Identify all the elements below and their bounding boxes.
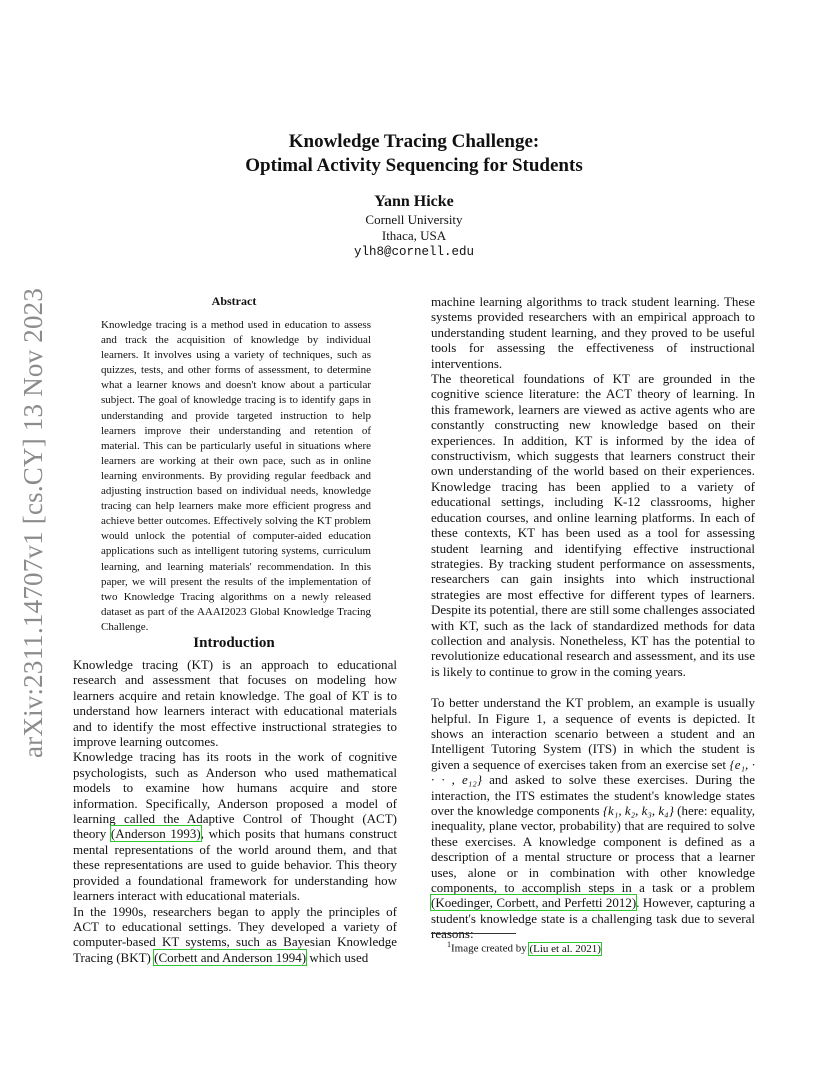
intro-paragraph-2-text-a: Knowledge tracing has its roots in the work of cognitive psychologists, such as Anderson who used mathematical models to examine how humans acquire and store information. Specifically, Anderson proposed a model of learning called the Adaptive Control of Thought (ACT) theory bbox=[73, 749, 397, 842]
author-name: Yann Hicke bbox=[374, 193, 454, 210]
abstract-text: Knowledge tracing is a method used in education to assess and track the acquisition of knowledge by individual learners. It involves using a variety of techniques, such as quizzes, tests, and other forms of assessment, to determine what a learner knows and doesn't know about a particular subject. The goal of knowledge tracing is to identify gaps in understanding and provide targeted instruction to help learners improve their understanding and retention of material. This can be particularly useful in situations where learners are working at their own pace, such as in online learning environments. By providing regular feedback and adjusting instruction based on individual needs, knowledge tracing can help learners make more efficient progress and achieve better outcomes. Effectively solving the KT problem would unlock the potential of computer-aided education applications such as intelligent tutoring systems, curriculum learning, and learning materials' recommendation. In this paper, we will present the results of the implementation of two Knowledge Tracing algorithms on a newly released dataset as part of the AAAI2023 Global Knowledge Tracing Challenge. bbox=[101, 319, 371, 633]
right-paragraph-3-text-b: and asked to solve these exercises. During the interaction, the ITS estimates the student's knowledge states over the knowledge components bbox=[431, 772, 755, 818]
footnote-rule bbox=[431, 933, 516, 934]
abstract-heading: Abstract bbox=[211, 294, 257, 308]
author-location: Ithaca, USA bbox=[381, 228, 447, 243]
knowledge-components-math: {k₁, k₂, k₃, k₄} bbox=[602, 803, 674, 818]
citation-corbett-anderson-1994[interactable]: (Corbett and Anderson 1994) bbox=[154, 949, 307, 965]
arxiv-identifier: arXiv:2311.14707v1 [cs.CY] 13 Nov 2023 bbox=[18, 287, 48, 758]
right-paragraph-3 bbox=[431, 695, 755, 942]
paper-title bbox=[0, 130, 828, 178]
intro-paragraph-3 bbox=[73, 904, 397, 966]
citation-koedinger-2012[interactable]: (Koedinger, Corbett, and Perfetti 2012) bbox=[431, 895, 637, 911]
citation-anderson-1993[interactable]: (Anderson 1993) bbox=[110, 826, 201, 842]
author-block bbox=[0, 192, 828, 260]
paragraph-spacer bbox=[431, 679, 755, 695]
right-paragraph-2: The theoretical foundations of KT are grounded in the cognitive science literature: the ACT theory of learning. In this framework, learners are viewed as active agents who are constantly constructing new knowledge based on their experiences. In addition, KT is informed by the idea of constructivism, which suggests that learners construct their own understanding of the world based on their experiences. Knowledge tracing has been applied to a variety of educational settings, including K-12 classrooms, higher education courses, and online learning platforms. In each of these contexts, KT has been used as a tool for assessing student learning and identifying effective instructional strategies. By tracking student performance on assessments, researchers can gain insights into which instructional strategies are most effective for different types of learners. Despite its potential, there are still some challenges associated with KT, such as the lack of standardized methods for data collection and analysis. Nonetheless, KT has the potential to revolutionize educational research and assessment, and its use is likely to continue to grow in the coming years. bbox=[431, 371, 755, 679]
citation-liu-2021[interactable]: (Liu et al. 2021) bbox=[529, 942, 601, 955]
author-affiliation: Cornell University bbox=[365, 212, 463, 227]
left-column-body bbox=[73, 657, 397, 965]
footnote bbox=[447, 938, 601, 956]
title-line-2: Optimal Activity Sequencing for Students bbox=[245, 155, 583, 176]
introduction-heading: Introduction bbox=[193, 635, 275, 651]
intro-paragraph-1: Knowledge tracing (KT) is an approach to educational research and assessment that focuses on modeling how learners acquire and retain knowledge. The goal of KT is to understand how learners interact with educational materials and to identify the most effective instructional strategies to improve learning outcomes. bbox=[73, 657, 397, 750]
title-line-1: Knowledge Tracing Challenge: bbox=[288, 131, 540, 152]
footnote-text: Image created by bbox=[451, 942, 530, 955]
right-paragraph-3-text-c: (here: equality, inequality, plane vector, probability) that are required to solve these exercises. A knowledge component is defined as a description of a mental structure or process that a learner uses, alone or in combination with other knowledge components, to accomplish steps in a task or a problem bbox=[431, 803, 755, 896]
right-paragraph-1: machine learning algorithms to track student learning. These systems provided researchers with an empirical approach to understanding student learning, and they proved to be useful tools for assessing the effectiveness of instructional interventions. bbox=[431, 294, 755, 371]
intro-paragraph-2-text-b: , which posits that humans construct mental representations of the world around them, and that these representations are used to guide behavior. This theory provided a foundational framework for understanding how learners interact with educational materials. bbox=[73, 826, 397, 904]
intro-paragraph-3-text-a: In the 1990s, researchers began to apply the principles of ACT to educational settings. They developed a variety of computer-based KT systems, such as Bayesian Knowledge Tracing (BKT) bbox=[73, 903, 397, 965]
right-paragraph-3-text-d: . However, capturing a student's knowledge state is a challenging task due to several reasons: bbox=[431, 895, 755, 942]
right-column-body bbox=[431, 294, 755, 942]
intro-paragraph-2 bbox=[73, 749, 397, 903]
exercise-set-math: {e₁, · · · , e₁₂} bbox=[431, 756, 755, 788]
intro-paragraph-3-text-b: which used bbox=[306, 949, 369, 965]
author-email: ylh8@cornell.edu bbox=[353, 245, 475, 259]
footnote-mark: 1 bbox=[447, 940, 451, 949]
right-paragraph-3-text-a: To better understand the KT problem, an example is usually helpful. In Figure 1, a sequence of events is depicted. It shows an interaction scenario between a student and an Intelligent Tutoring System (ITS) in which the student is given a sequence of exercises taken from an exercise set bbox=[431, 695, 755, 772]
